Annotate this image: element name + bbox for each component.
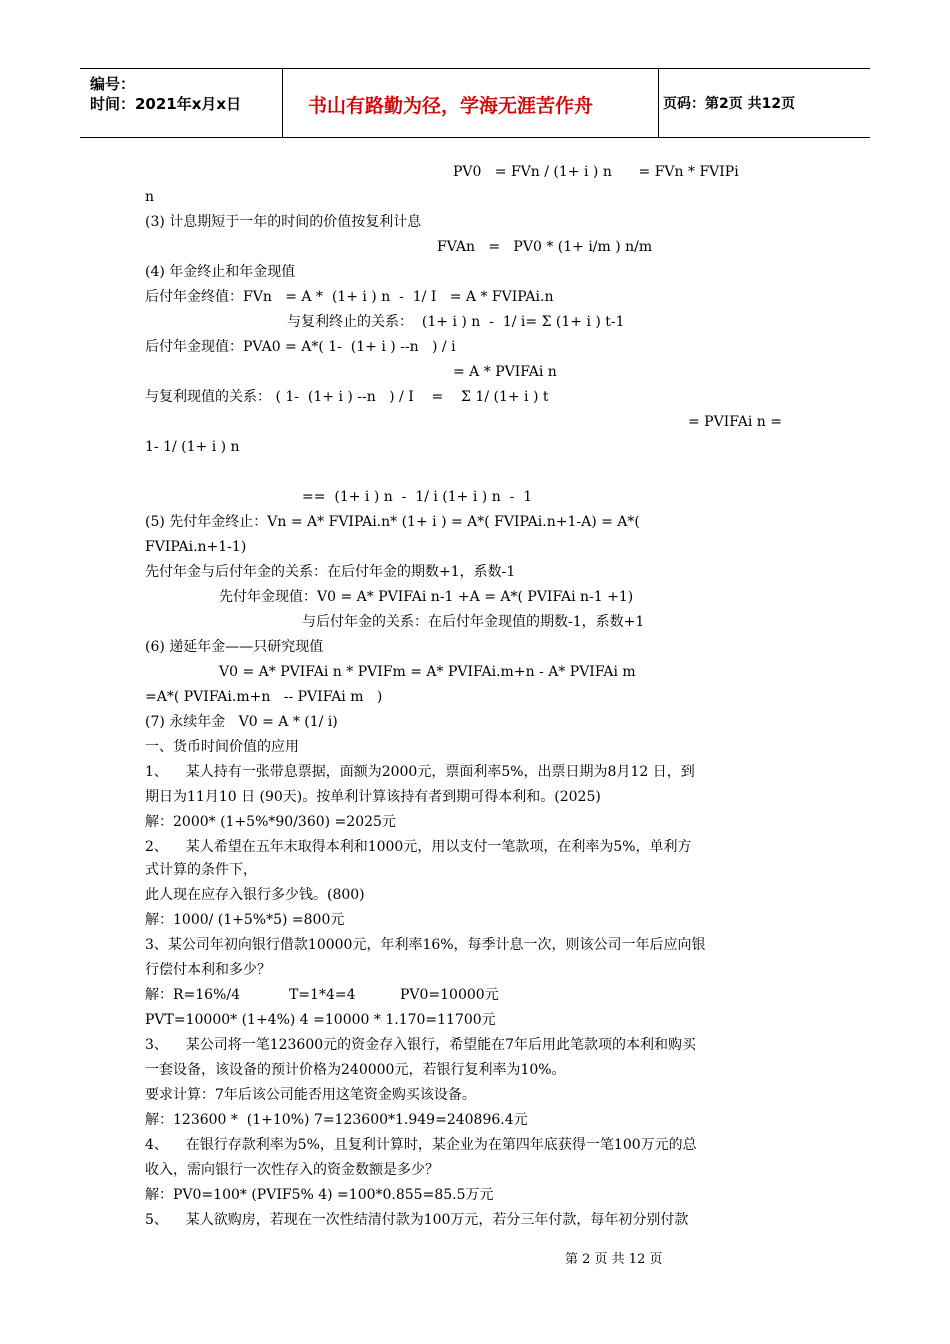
text-line: 4、 在银行存款利率为5%，且复利计算时，某企业为在第四年底获得一笔100万元的总 [145,1137,697,1153]
text-line: 解：123600 * (1+10%) 7=123600*1.949=240896.4元 [145,1112,528,1128]
number-label: 编号： [90,75,136,93]
text-line: (4) 年金终止和年金现值 [145,264,296,280]
text-line: 3、某公司年初向银行借款10000元，年利率16%，每季计息一次，则该公司一年后应向银 [145,937,706,953]
text-line: 先付年金与后付年金的关系：在后付年金的期数+1，系数-1 [145,564,516,580]
text-line: (5) 先付年金终止：Vn = A* FVIPAi.n* (1+ i ) = A*( FVIPAi.n+1-A) = A*( [145,514,640,530]
page-number-label: 页码：第2页 共12页 [663,96,796,112]
text-line: n [145,189,155,205]
time-label: 时间：2021年x月x日 [90,95,242,113]
text-line: 解：1000/ (1+5%*5) =800元 [145,912,345,928]
text-line: 要求计算：7年后该公司能否用这笔资金购买该设备。 [145,1087,476,1103]
text-line: 行偿付本利和多少？ [145,962,271,978]
text-line: 与复利现值的关系： ( 1- (1+ i ) --n ) / I = Σ 1/ (1+ i ) t [145,389,549,405]
text-line: 一套设备，该设备的预计价格为240000元，若银行复利率为10%。 [145,1062,566,1078]
text-line: FVAn = PV0 * (1+ i/m ) n/m [437,239,653,255]
text-line: = A * PVIFAi n [453,364,557,380]
text-line: 后付年金现值：PVA0 = A*( 1- (1+ i ) --n ) / i [145,339,456,355]
text-line: 解：R=16%/4 T=1*4=4 PV0=10000元 [145,987,499,1003]
text-line: 先付年金现值：V0 = A* PVIFAi n-1 +A = A*( PVIFAi n-1 +1) [219,589,634,605]
text-line: FVIPAi.n+1-1) [145,539,247,555]
page-footer: 第 2 页 共 12 页 [565,1252,663,1267]
text-line: 解：PV0=100* (PVIF5% 4) =100*0.855=85.5万元 [145,1187,494,1203]
header-meta-cell [80,69,283,137]
text-line: 式计算的条件下， [145,862,257,878]
motto-text: 书山有路勤为径，学海无涯苦作舟 [308,95,594,117]
text-line: = PVIFAi n = [688,414,782,430]
text-line: V0 = A* PVIFAi n * PVIFm = A* PVIFAi.m+n - A* PVIFAi m [219,664,636,680]
text-line: 2、 某人希望在五年末取得本利和1000元，用以支付一笔款项，在利率为5%，单利方 [145,839,692,855]
text-line: =A*( PVIFAi.m+n -- PVIFAi m ) [145,689,383,705]
text-line: PV0 = FVn / (1+ i ) n = FVn * FVIPi [453,164,739,180]
header-motto-cell [283,69,659,137]
text-line: (3) 计息期短于一年的时间的价值按复利计息 [145,214,422,230]
text-line: == (1+ i ) n - 1/ i (1+ i ) n - 1 [302,489,533,505]
text-line: 1、 某人持有一张带息票据，面额为2000元，票面利率5%，出票日期为8月12 日，到 [145,764,695,780]
page-header [80,68,870,138]
text-line: 收入，需向银行一次性存入的资金数额是多少？ [145,1162,439,1178]
text-line: 期日为11月10 日 (90天)。按单利计算该持有者到期可得本利和。(2025) [145,789,601,805]
text-line: 3、 某公司将一笔123600元的资金存入银行，希望能在7年后用此笔款项的本利和购买 [145,1037,697,1053]
text-line: 此人现在应存入银行多少钱。(800) [145,887,365,903]
text-line: 1- 1/ (1+ i ) n [145,439,240,455]
text-line: 5、 某人欲购房，若现在一次性结清付款为100万元，若分三年付款，每年初分别付款 [145,1212,689,1228]
text-line: 解：2000* (1+5%*90/360) =2025元 [145,814,396,830]
text-line: 与后付年金的关系：在后付年金现值的期数-1，系数+1 [302,614,645,630]
text-line: (6) 递延年金——只研究现值 [145,639,324,655]
text-line: 一、货币时间价值的应用 [145,739,299,755]
text-line: (7) 永续年金 V0 = A * (1/ i) [145,714,338,730]
text-line: 与复利终止的关系： (1+ i ) n - 1/ i= Σ (1+ i ) t-1 [287,314,625,330]
text-line: PVT=10000* (1+4%) 4 =10000 * 1.170=11700元 [145,1012,496,1028]
text-line: 后付年金终值：FVn = A * (1+ i ) n - 1/ I = A * FVIPAi.n [145,289,554,305]
